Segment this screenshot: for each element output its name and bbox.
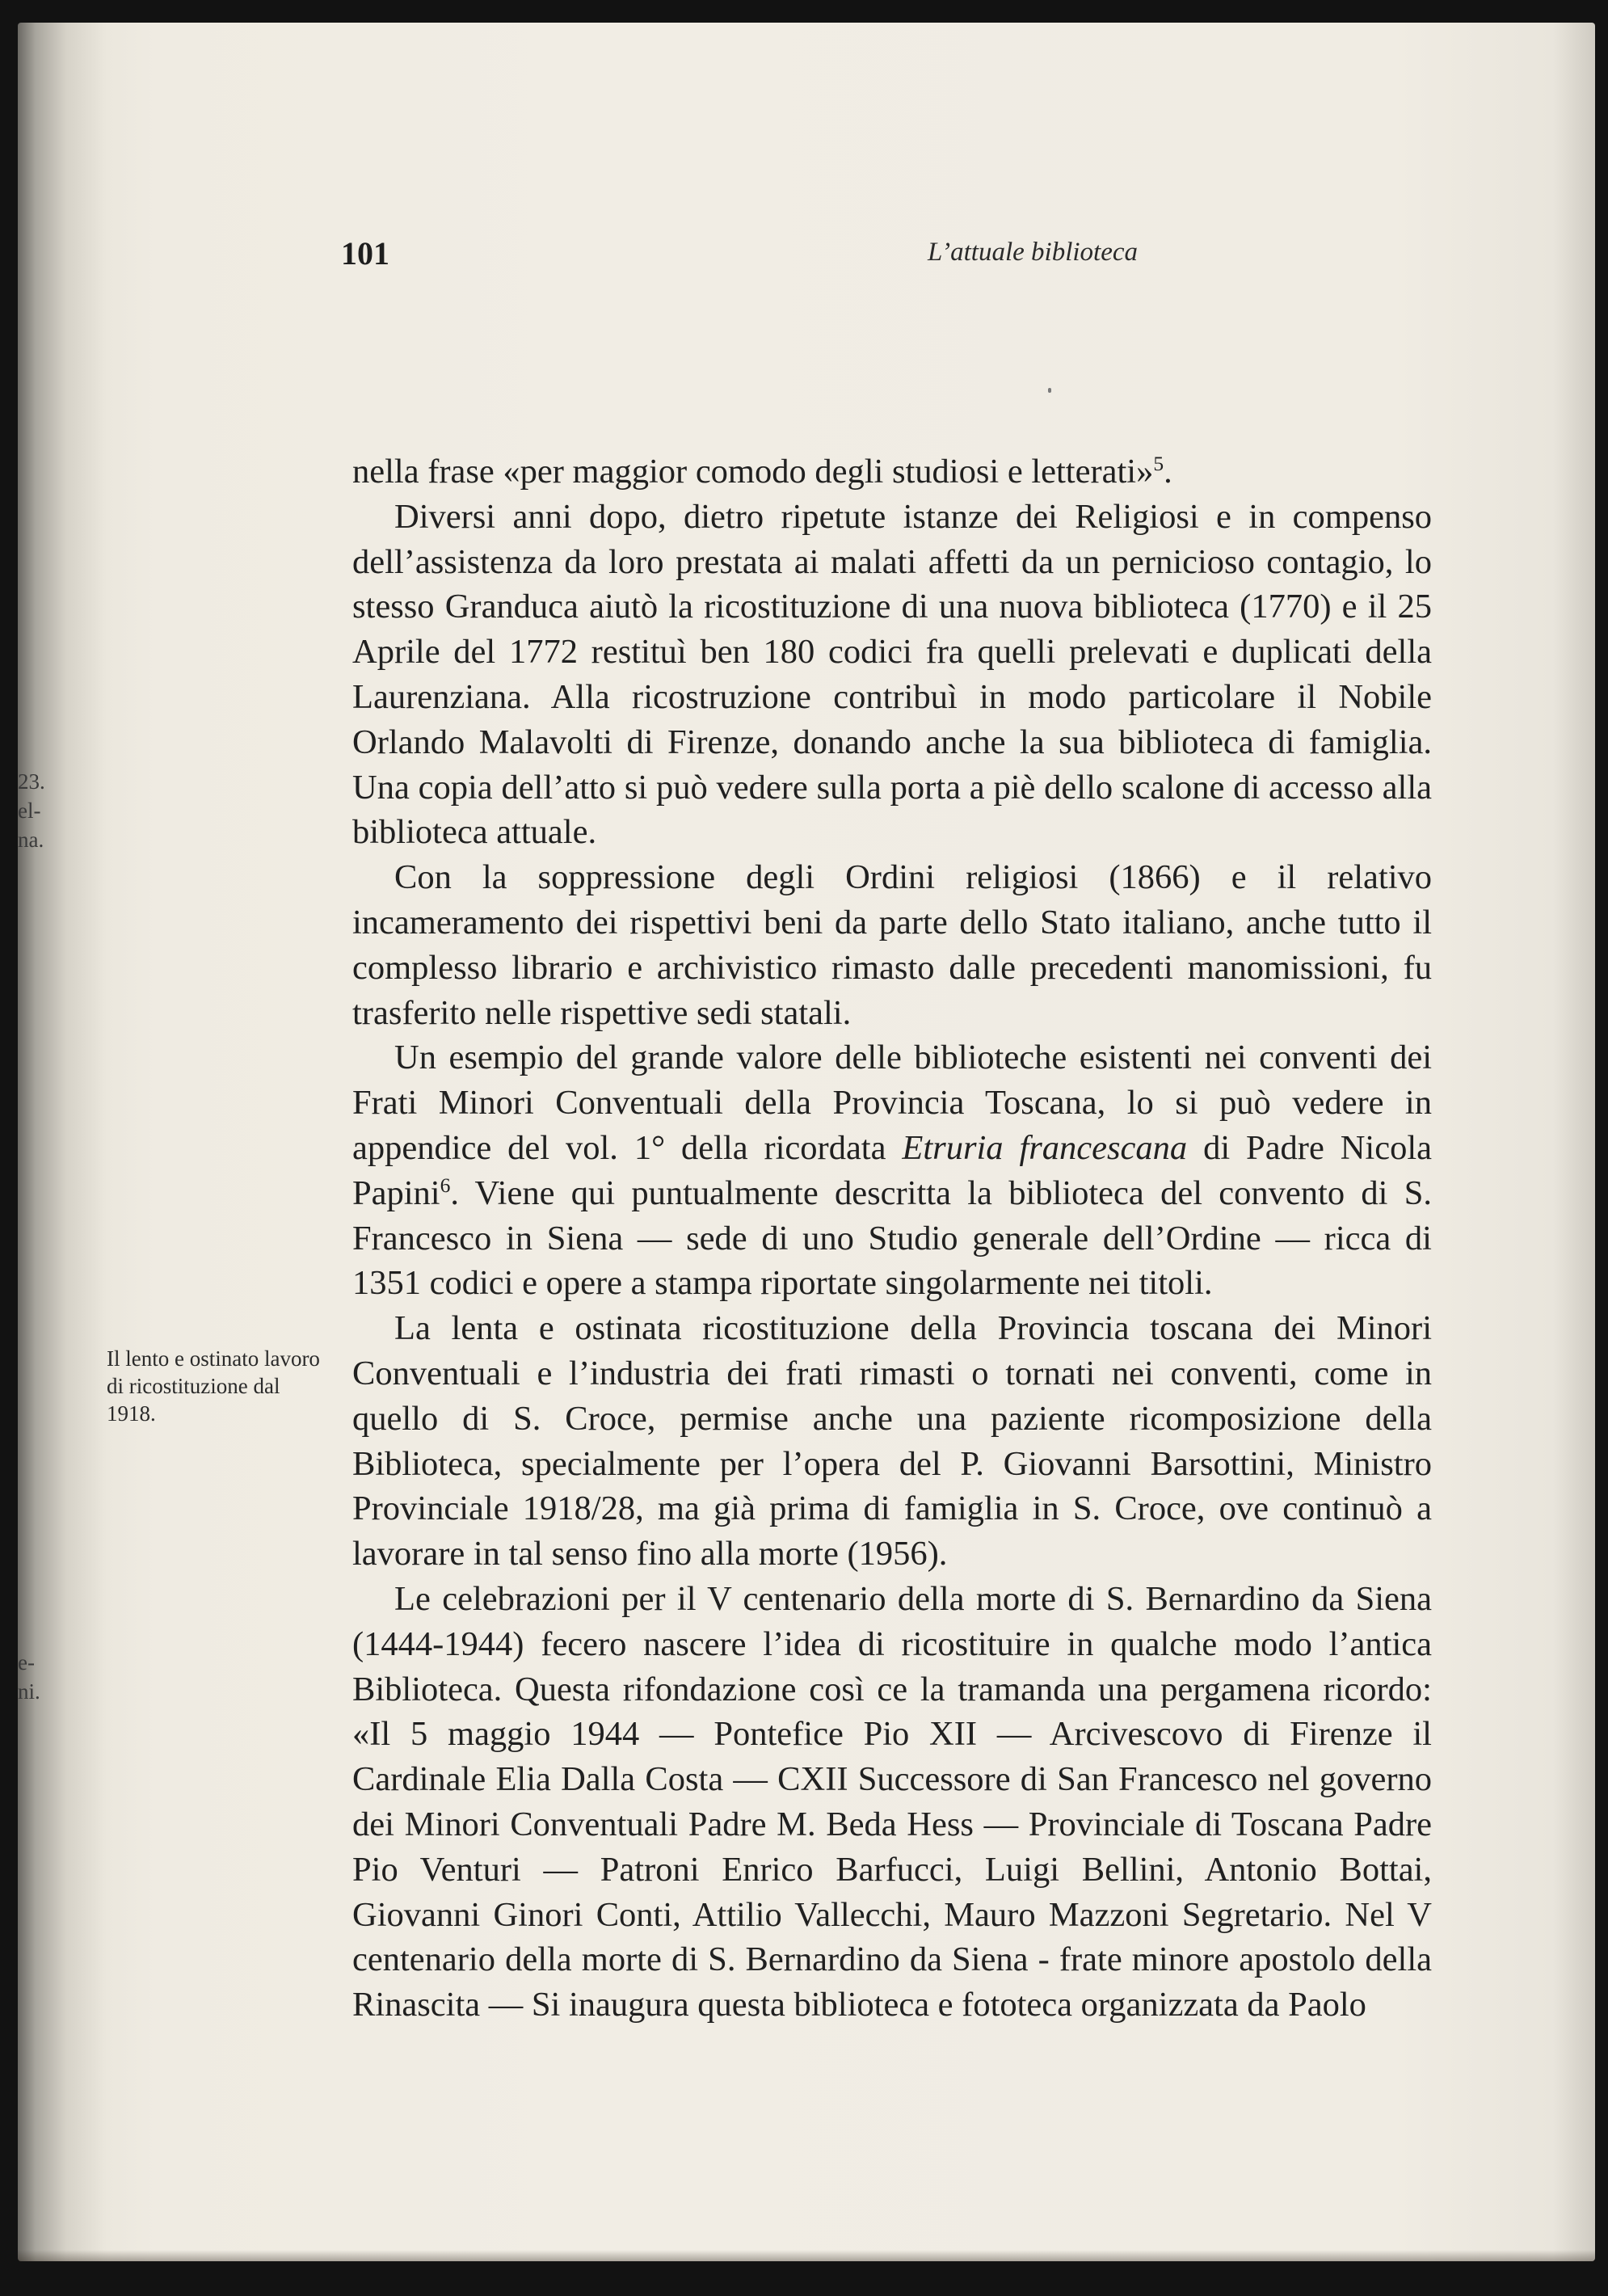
running-header — [341, 234, 1157, 275]
paragraph — [352, 1306, 1432, 1577]
paragraph-text: di Padre Nicola Papini — [352, 1128, 1433, 1212]
paragraph-text: . Viene qui puntualmente descritta la biblioteca del convento di S. Francesco in Siena — sede di uno Studio generale dell’Ordine — ricca di 1351 codici e opere a stampa riportate singolarmente nei titoli. — [352, 1173, 1432, 1303]
page-edge-shadow — [18, 2250, 1595, 2261]
paragraph-text: . — [1164, 453, 1172, 491]
paragraph-text: nella frase «per maggior comodo degli studiosi e letterati» — [352, 453, 1154, 491]
margin-fragment: ni. — [18, 1679, 40, 1704]
paragraph-text: Con la soppressione degli Ordini religiosi (1866) e il relativo incameramento dei rispettivi beni da parte dello Stato italiano, anche tutto il complesso librario e archivistico rimasto dalle precedenti manomissioni, fu trasferito nelle rispettive sedi statali. — [352, 858, 1432, 1032]
paragraph — [352, 855, 1432, 1035]
paragraph-text: Un esempio del grande valore delle biblioteche esistenti nei conventi dei Frati Minori Conventuali della Provincia Toscana, lo si può vedere in appendice del vol. 1° della ricordata — [352, 1038, 1432, 1167]
footnote-ref: 5 — [1153, 451, 1164, 475]
paper-speck — [1048, 388, 1051, 393]
margin-fragment: e- — [18, 1650, 35, 1675]
paragraph — [352, 1035, 1432, 1306]
book-page — [18, 23, 1595, 2261]
paragraph — [352, 495, 1432, 855]
footnote-ref: 6 — [440, 1173, 451, 1197]
paragraph-text: Le celebrazioni per il V centenario della morte di S. Bernardino da Siena (1444-1944) fecero nascere l’idea di ricostituire in qualche modo l’antica Biblioteca. Questa rifondazione così ce la tramanda una pergamena ricordo: «Il 5 maggio 1944 — Pontefice Pio XII — Arcivescovo di Firenze il Cardinale Elia Dalla Costa — CXII Successore di San Francesco nel governo dei Minori Conventuali Padre M. Beda Hess — Provinciale di Toscana Padre Pio Venturi — Patroni Enrico Barfucci, Luigi Bellini, Antonio Bottai, Giovanni Ginori Conti, Attilio Vallecchi, Mauro Mazzoni Segretario. Nel V centenario della morte di S. Bernardino da Siena - frate minore apostolo della Rinascita — Si inaugura questa biblioteca e fototeca organizzata da Paolo — [352, 1579, 1432, 2024]
book-title: Etruria francescana — [902, 1128, 1188, 1167]
paragraph — [352, 449, 1432, 495]
paragraph — [352, 1577, 1432, 2028]
margin-fragment: 23. — [18, 769, 45, 794]
margin-fragment: na. — [18, 828, 44, 852]
paragraph-text: La lenta e ostinata ricostituzione della Provincia toscana dei Minori Conventuali e l’industria dei frati rimasti o tornati nei conventi, come in quello di S. Croce, permise anche una paziente ricomposizione della Biblioteca, specialmente per l’opera del P. Giovanni Barsottini, Ministro Provinciale 1918/28, ma già prima di famiglia in S. Croce, ove continuò a lavorare in tal senso fino alla morte (1956). — [352, 1309, 1432, 1573]
paragraph-text: Diversi anni dopo, dietro ripetute istanze dei Religiosi e in compenso dell’assistenza da loro prestata ai malati affetti da un pernicioso contagio, lo stesso Granduca aiutò la ricostituzione di una nuova biblioteca (1770) e il 25 Aprile del 1772 restituì ben 180 codici fra quelli prelevati e duplicati della Laurenziana. Alla ricostruzione contribuì in modo particolare il Nobile Orlando Malavolti di Firenze, donando anche la sua biblioteca di famiglia. Una copia dell’atto si può vedere sulla porta a piè dello scalone di accesso alla biblioteca attuale. — [352, 497, 1432, 852]
running-title: L’attuale biblioteca — [928, 238, 1138, 267]
body-text — [352, 449, 1432, 2028]
page-number: 101 — [341, 235, 389, 272]
margin-fragment: el- — [18, 798, 41, 823]
margin-note: Il lento e ostinato lavoro di ricostituzione dal 1918. — [107, 1346, 320, 1426]
